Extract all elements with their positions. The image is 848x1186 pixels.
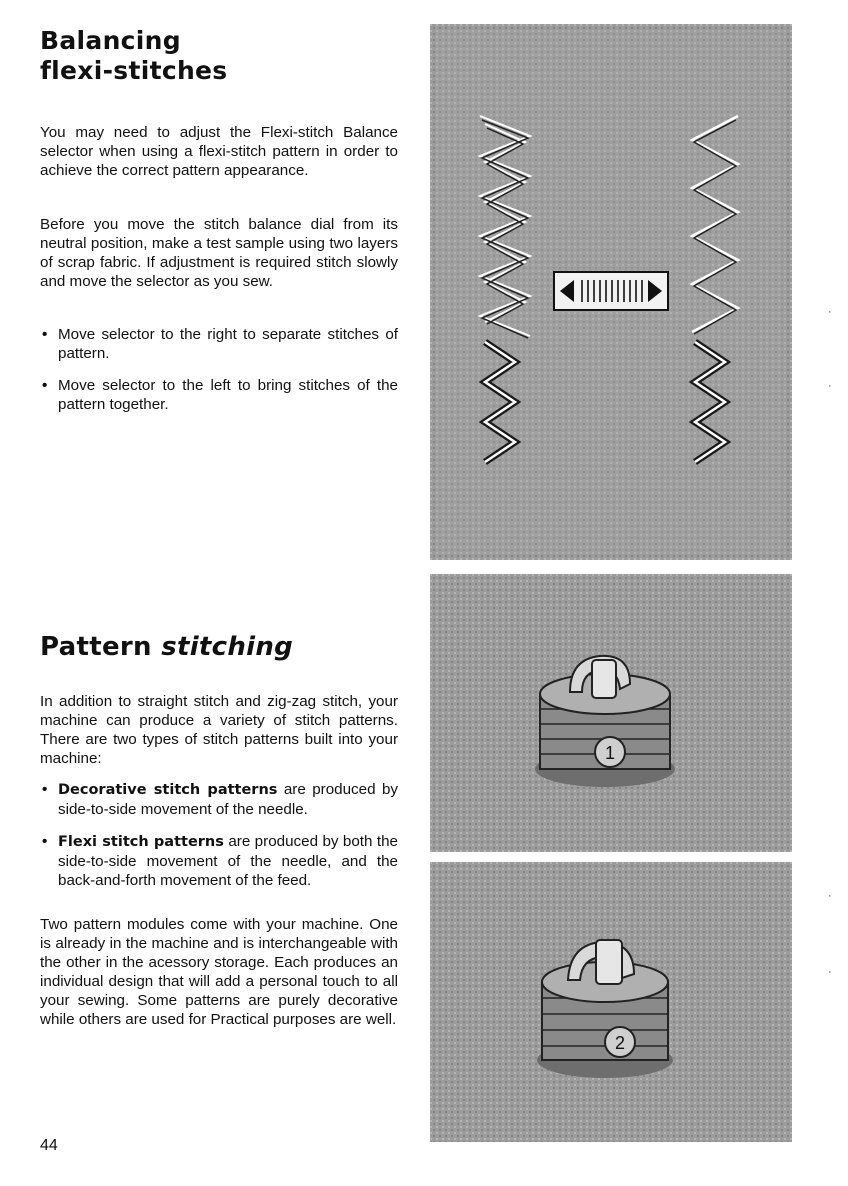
list-item: • Decorative stitch patterns are produced by side-to-side movement of the needle. bbox=[42, 781, 398, 818]
decorative-term: Decorative stitch patterns bbox=[58, 782, 278, 798]
pattern-module-1-photo bbox=[430, 574, 792, 852]
scan-mark: · bbox=[828, 890, 832, 902]
balancing-bullet-list bbox=[40, 325, 398, 427]
scan-mark: · bbox=[828, 380, 832, 392]
list-item: • Move selector to the right to separate stitches of pattern. bbox=[42, 326, 398, 362]
pattern-title-word1: Pattern bbox=[40, 632, 152, 662]
bullet-icon: • bbox=[42, 377, 48, 394]
balancing-title bbox=[40, 26, 227, 86]
list-item: • Move selector to the left to bring stitches of the pattern together. bbox=[42, 377, 398, 413]
page-number: 44 bbox=[40, 1137, 58, 1154]
bullet-icon: • bbox=[42, 833, 48, 850]
bullet-icon: • bbox=[42, 781, 48, 798]
scan-mark: · bbox=[828, 966, 832, 978]
module-2-label: 2 bbox=[614, 1033, 626, 1053]
flexi-stitch-illustration bbox=[430, 24, 792, 560]
list-item: • Flexi stitch patterns are produced by both the side-to-side movement of the needle, and the back-and-forth movement of the feed. bbox=[42, 833, 398, 889]
balancing-paragraph-2: Before you move the stitch balance dial from its neutral position, make a test sample using two layers of scrap fabric. If adjustment is required stitch slowly and move the selector as you sew. bbox=[40, 216, 398, 290]
module-1-label: 1 bbox=[604, 743, 616, 763]
pattern-title-word2: stitching bbox=[161, 632, 294, 662]
balancing-title-line2: flexi-stitches bbox=[40, 56, 228, 85]
flexi-term: Flexi stitch patterns bbox=[58, 834, 224, 850]
balance-selector-icon bbox=[554, 272, 668, 310]
balancing-paragraph-1: You may need to adjust the Flexi-stitch Balance selector when using a flexi-stitch pattern in order to achieve the correct pattern appearance. bbox=[40, 124, 398, 179]
pattern-module-2-photo bbox=[430, 862, 792, 1142]
scan-mark: · bbox=[828, 306, 832, 318]
pattern-bullet-list bbox=[40, 780, 398, 903]
pattern-stitching-title bbox=[40, 632, 293, 662]
pattern-closing-paragraph: Two pattern modules come with your machine. One is already in the machine and is interchangeable with the other in the acessory storage. Each produces an individual design that will add a personal touch to all your sewing. Some patterns are purely decorative while others are used for Practical purposes are well. bbox=[40, 916, 398, 1028]
bullet-icon: • bbox=[42, 326, 48, 343]
pattern-intro-paragraph: In addition to straight stitch and zig-zag stitch, your machine can produce a variety of stitch patterns. There are two types of stitch patterns built into your machine: bbox=[40, 693, 398, 767]
balancing-title-line1: Balancing bbox=[40, 26, 181, 55]
